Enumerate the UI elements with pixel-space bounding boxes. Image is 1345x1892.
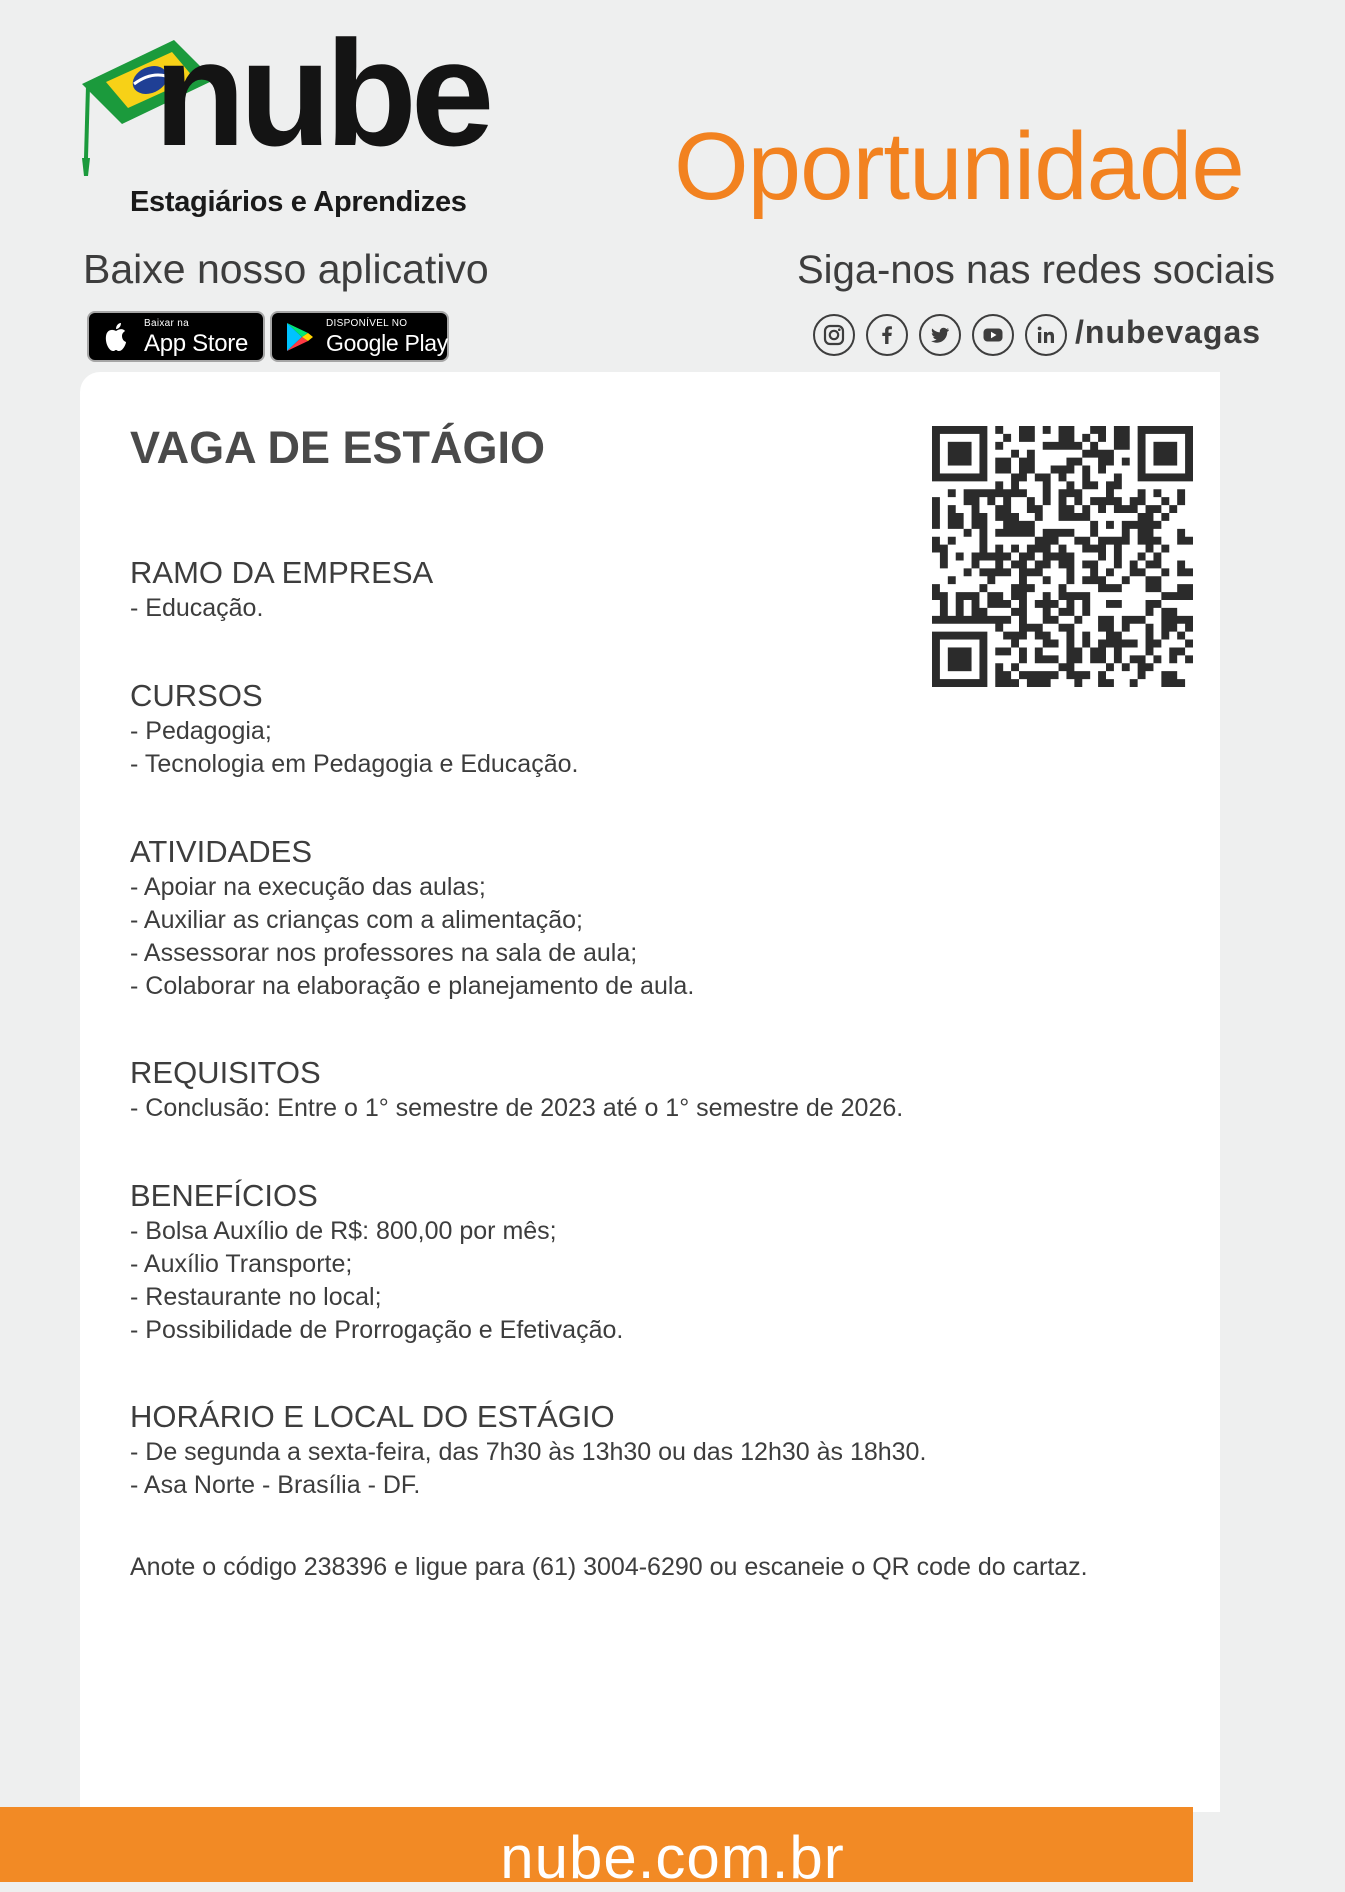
google-play-small-label: DISPONÍVEL NO <box>326 318 408 329</box>
list-item: - Restaurante no local; <box>130 1283 382 1311</box>
app-store-small-label: Baixar na <box>144 318 189 329</box>
linkedin-icon[interactable] <box>1025 314 1067 356</box>
social-prompt: Siga-nos nas redes sociais <box>797 248 1276 292</box>
apple-icon <box>99 320 133 354</box>
section-company-sector <box>130 554 1180 625</box>
contact-note: Anote o código 238396 e ligue para (61) 3004-6290 ou escaneie o QR code do cartaz. <box>130 1553 1088 1581</box>
list-item: - Asa Norte - Brasília - DF. <box>130 1471 421 1499</box>
list-item: - De segunda a sexta-feira, das 7h30 às 13h30 ou das 12h30 às 18h30. <box>130 1438 927 1466</box>
instagram-icon[interactable] <box>813 314 855 356</box>
section-heading: CURSOS <box>130 678 263 713</box>
list-item: - Colaborar na elaboração e planejamento de aula. <box>130 972 695 1000</box>
app-store-label: App Store <box>144 330 249 357</box>
section-heading: REQUISITOS <box>130 1055 321 1090</box>
qr-finder-pattern <box>1142 430 1189 477</box>
list-item: - Tecnologia em Pedagogia e Educação. <box>130 750 579 778</box>
section-benefits <box>130 1177 1180 1347</box>
google-play-icon <box>282 320 316 354</box>
footer-bar <box>0 1807 1193 1891</box>
list-item: - Possibilidade de Prorrogação e Efetivação. <box>130 1316 624 1344</box>
section-heading: RAMO DA EMPRESA <box>130 555 434 590</box>
page-headline: Oportunidade <box>674 113 1244 220</box>
section-heading: BENEFÍCIOS <box>130 1178 318 1213</box>
job-title: VAGA DE ESTÁGIO <box>130 422 546 473</box>
youtube-icon[interactable] <box>972 314 1014 356</box>
section-activities <box>130 833 1180 1003</box>
list-item: - Conclusão: Entre o 1° semestre de 2023 até o 1° semestre de 2026. <box>130 1094 904 1122</box>
section-schedule-location <box>130 1398 1180 1502</box>
list-item: - Educação. <box>130 594 264 622</box>
google-play-label: Google Play <box>326 330 448 356</box>
twitter-icon[interactable] <box>919 314 961 356</box>
list-item: - Bolsa Auxílio de R$: 800,00 por mês; <box>130 1217 557 1245</box>
app-download-prompt: Baixe nosso aplicativo <box>83 246 489 292</box>
list-item: - Assessorar nos professores na sala de aula; <box>130 939 638 967</box>
qr-finder-pattern <box>936 430 983 477</box>
section-heading: ATIVIDADES <box>130 834 313 869</box>
section-courses <box>130 677 1180 781</box>
list-item: - Pedagogia; <box>130 717 272 745</box>
logo-tagline: Estagiários e Aprendizes <box>130 186 467 218</box>
section-heading: HORÁRIO E LOCAL DO ESTÁGIO <box>130 1399 615 1434</box>
list-item: - Auxiliar as crianças com a alimentação; <box>130 906 583 934</box>
section-requirements <box>130 1054 1180 1125</box>
list-item: - Auxílio Transporte; <box>130 1250 353 1278</box>
list-item: - Apoiar na execução das aulas; <box>130 873 486 901</box>
social-handle[interactable]: /nubevagas <box>1075 314 1262 350</box>
facebook-icon[interactable] <box>866 314 908 356</box>
footer-url-link[interactable]: nube.com.br <box>500 1824 845 1891</box>
nube-logo <box>82 9 502 230</box>
google-play-button[interactable] <box>270 311 449 362</box>
logo-wordmark: nube <box>154 9 489 177</box>
app-store-button[interactable] <box>87 311 265 362</box>
qr-finder-pattern <box>936 636 983 683</box>
